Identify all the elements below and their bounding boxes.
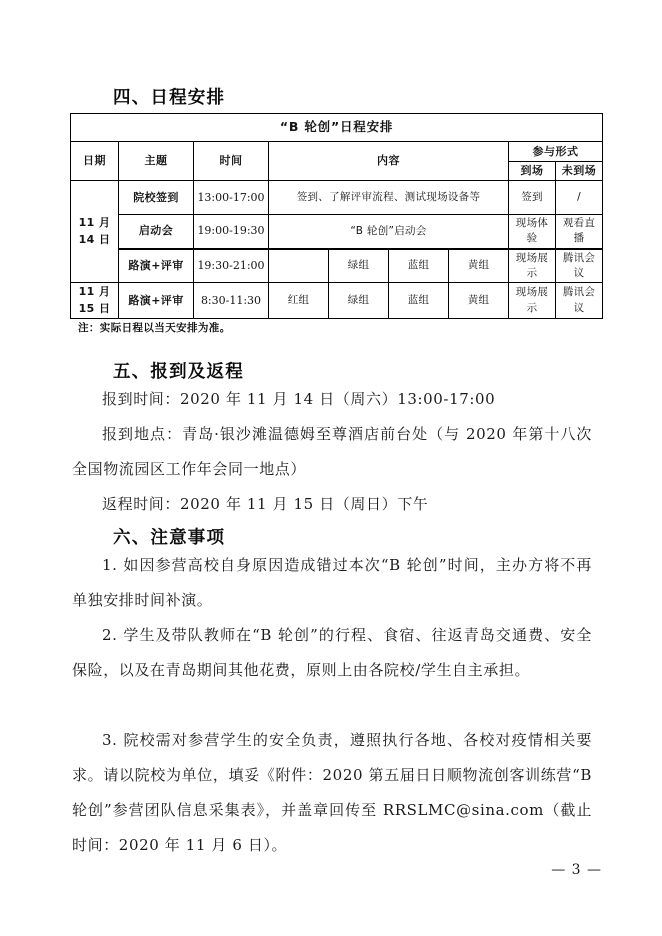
table-title: “B 轮创”日程安排 [71,114,603,142]
cell-group-3: 蓝组 [389,283,449,319]
table-row [71,283,603,319]
table-row [71,249,603,283]
header-offsite: 未到场 [556,162,603,181]
cell-onsite: 现场展示 [509,283,556,319]
cell-time: 19:30-21:00 [194,249,269,283]
cell-group-2: 绿组 [329,283,389,319]
section-heading-five: 五、报到及返程 [113,362,244,382]
table-header-row-1 [71,142,603,162]
header-onsite: 到场 [509,162,556,181]
cell-date-nov15: 11 月 15 日 [71,283,119,319]
cell-topic: 路演+评审 [119,283,194,319]
cell-time: 13:00-17:00 [194,181,269,215]
cell-group-2: 绿组 [329,249,389,283]
cell-onsite: 现场展示 [509,249,556,283]
cell-offsite: 观看直播 [556,215,603,249]
cell-offsite: 腾讯会议 [556,249,603,283]
cell-time: 19:00-19:30 [194,215,269,249]
cell-time: 8:30-11:30 [194,283,269,319]
paragraph-checkin-location: 报到地点：青岛·银沙滩温德姆至尊酒店前台处（与 2020 年第十八次全国物流园区工作年会同一地点） [72,425,592,478]
table-row [71,215,603,249]
cell-date-nov14: 11 月 14 日 [71,181,119,283]
cell-topic: 启动会 [119,215,194,249]
cell-offsite: / [556,181,603,215]
cell-content: 签到、了解评审流程、测试现场设备等 [269,181,509,215]
cell-group-4: 黄组 [449,283,509,319]
paragraph-note-3: 3. 院校需对参营学生的安全负责，遵照执行各地、各校对疫情相关要求。请以院校为单位，填妥《附件：2020 第五届日日顺物流创客训练营“B 轮创”参营团队信息采集表》，并盖章回传至 RRSLMC@sina.com（截止时间：2020 年 11 月 6 日）。 [72,731,592,854]
header-date: 日期 [71,142,119,181]
cell-group-3: 蓝组 [389,249,449,283]
paragraph-note-2: 2. 学生及带队教师在“B 轮创”的行程、食宿、往返青岛交通费、安全保险，以及在青岛期间其他花费，原则上由各院校/学生自主承担。 [72,626,592,679]
cell-content: “B 轮创”启动会 [269,215,509,249]
cell-onsite: 签到 [509,181,556,215]
cell-group-1: 红组 [269,283,329,319]
header-topic: 主题 [119,142,194,181]
header-content: 内容 [269,142,509,181]
table-row [71,181,603,215]
cell-offsite: 腾讯会议 [556,283,603,319]
section-heading-six: 六、注意事项 [113,528,226,548]
schedule-table [70,113,603,319]
cell-onsite: 现场体验 [509,215,556,249]
section-heading-four: 四、日程安排 [113,88,226,108]
cell-group-4: 黄组 [449,249,509,283]
header-participation: 参与形式 [509,142,603,162]
table-title-row [71,114,603,142]
table-note: 注：实际日程以当天安排为准。 [78,322,231,334]
header-time: 时间 [194,142,269,181]
cell-group-1 [269,249,329,283]
cell-topic: 路演+评审 [119,249,194,283]
page-number: — 3 — [551,862,602,878]
paragraph-checkin-time: 报到时间：2020 年 11 月 14 日（周六）13:00-17:00 [102,390,496,408]
cell-topic: 院校签到 [119,181,194,215]
paragraph-return-time: 返程时间：2020 年 11 月 15 日（周日）下午 [102,495,429,513]
paragraph-note-1: 1. 如因参营高校自身原因造成错过本次“B 轮创”时间，主办方将不再单独安排时间补演。 [72,556,592,609]
